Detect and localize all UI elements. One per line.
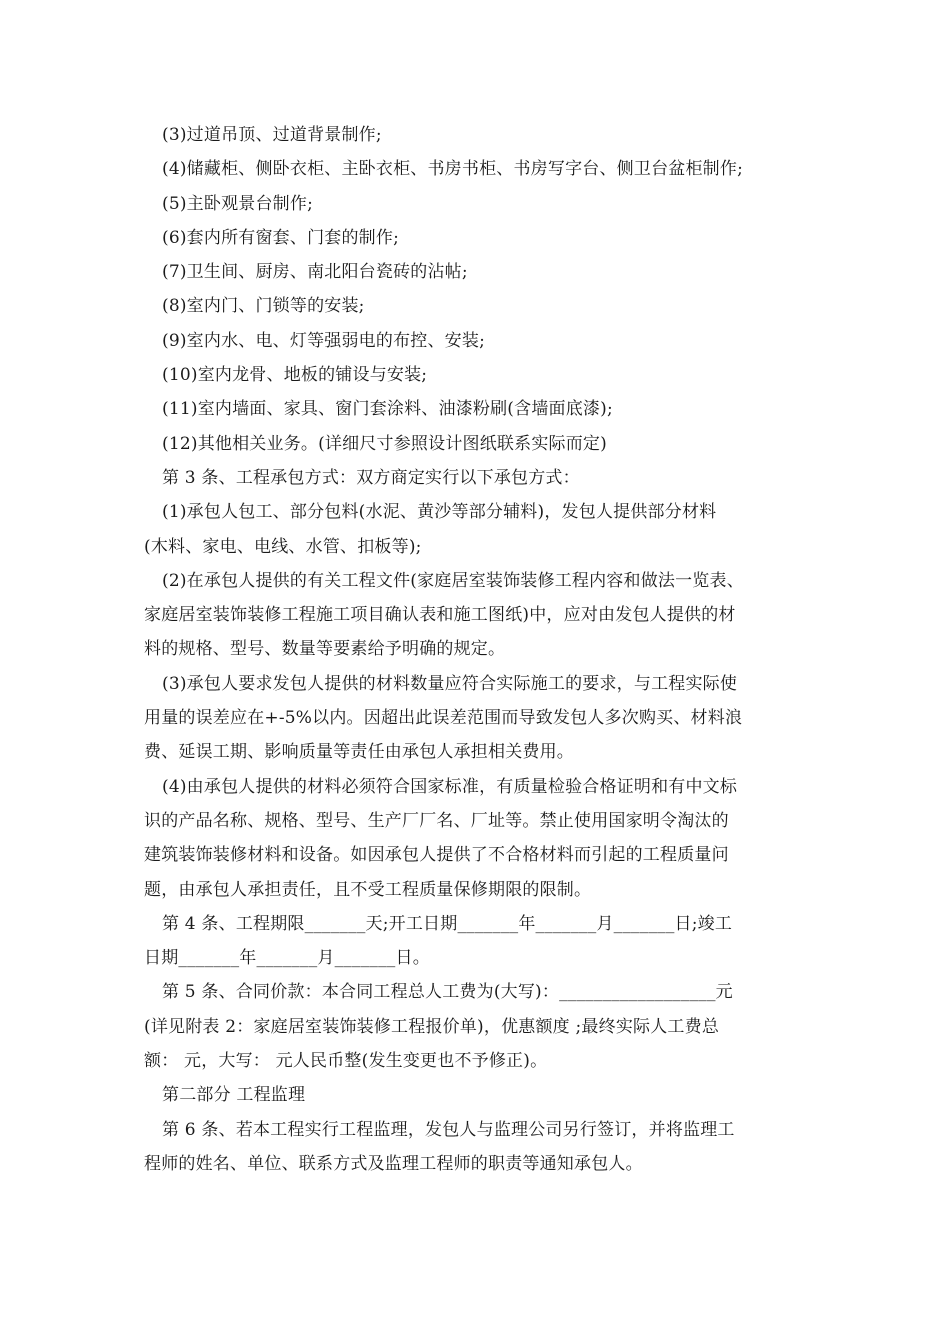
text-line: (2)在承包人提供的有关工程文件(家庭居室装饰装修工程内容和做法一览表、: [162, 570, 744, 591]
text-line: 第 3 条、工程承包方式：双方商定实行以下承包方式：: [162, 467, 580, 488]
text-line: 料的规格、型号、数量等要素给予明确的规定。: [144, 639, 506, 660]
text-line: 家庭居室装饰装修工程施工项目确认表和施工图纸)中，应对由发包人提供的材: [144, 605, 736, 626]
text-line: 第二部分 工程监理: [162, 1085, 306, 1106]
text-line: (4)由承包人提供的材料必须符合国家标准，有质量检验合格证明和有中文标: [162, 776, 738, 797]
text-line: 日期_______年_______月_______日。: [144, 948, 430, 969]
text-line: (4)储藏柜、侧卧衣柜、主卧衣柜、书房书柜、书房写字台、侧卫台盆柜制作;: [162, 159, 744, 180]
text-line: 识的产品名称、规格、型号、生产厂厂名、厂址等。禁止使用国家明令淘汰的: [144, 810, 729, 831]
text-line: (木料、家电、电线、水管、扣板等);: [144, 536, 422, 557]
text-line: (3)承包人要求发包人提供的材料数量应符合实际施工的要求，与工程实际使: [162, 673, 738, 694]
text-line: (8)室内门、门锁等的安装;: [162, 296, 365, 317]
text-line: (7)卫生间、厨房、南北阳台瓷砖的沾帖;: [162, 262, 468, 283]
text-line: (1)承包人包工、部分包料(水泥、黄沙等部分辅料)，发包人提供部分材料: [162, 502, 717, 523]
text-line: (5)主卧观景台制作;: [162, 193, 314, 214]
text-line: (6)套内所有窗套、门套的制作;: [162, 227, 400, 248]
text-line: (12)其他相关业务。(详细尺寸参照设计图纸联系实际而定): [162, 433, 607, 454]
text-line: 用量的误差应在+-5%以内。因超出此误差范围而导致发包人多次购买、材料浪: [144, 708, 743, 729]
text-line: 程师的姓名、单位、联系方式及监理工程师的职责等通知承包人。: [144, 1153, 643, 1174]
text-line: 题，由承包人承担责任，且不受工程质量保修期限的限制。: [144, 879, 592, 900]
text-line: 第 6 条、若本工程实行工程监理，发包人与监理公司另行签订，并将监理工: [162, 1119, 735, 1140]
text-line: (3)过道吊顶、过道背景制作;: [162, 125, 382, 145]
text-line: (11)室内墙面、家具、窗门套涂料、油漆粉刷(含墙面底漆);: [162, 399, 613, 420]
contract-body: [144, 118, 814, 1181]
text-line: (9)室内水、电、灯等强弱电的布控、安装;: [162, 330, 486, 351]
text-line: 费、延误工期、影响质量等责任由承包人承担相关费用。: [144, 742, 574, 763]
text-line: 建筑装饰装修材料和设备。如因承包人提供了不合格材料而引起的工程质量问: [144, 845, 729, 866]
text-line: 第 4 条、工程期限_______天;开工日期_______年_______月_______日;竣工: [162, 913, 733, 934]
text-line: 额： 元，大写： 元人民币整(发生变更也不予修正)。: [144, 1051, 548, 1072]
text-line: (10)室内龙骨、地板的铺设与安装;: [162, 365, 428, 386]
text-line: 第 5 条、合同价款：本合同工程总人工费为(大写)：__________________元: [162, 982, 733, 1003]
text-line: (详见附表 2：家庭居室装饰装修工程报价单)，优惠额度 ;最终实际人工费总: [144, 1016, 720, 1037]
